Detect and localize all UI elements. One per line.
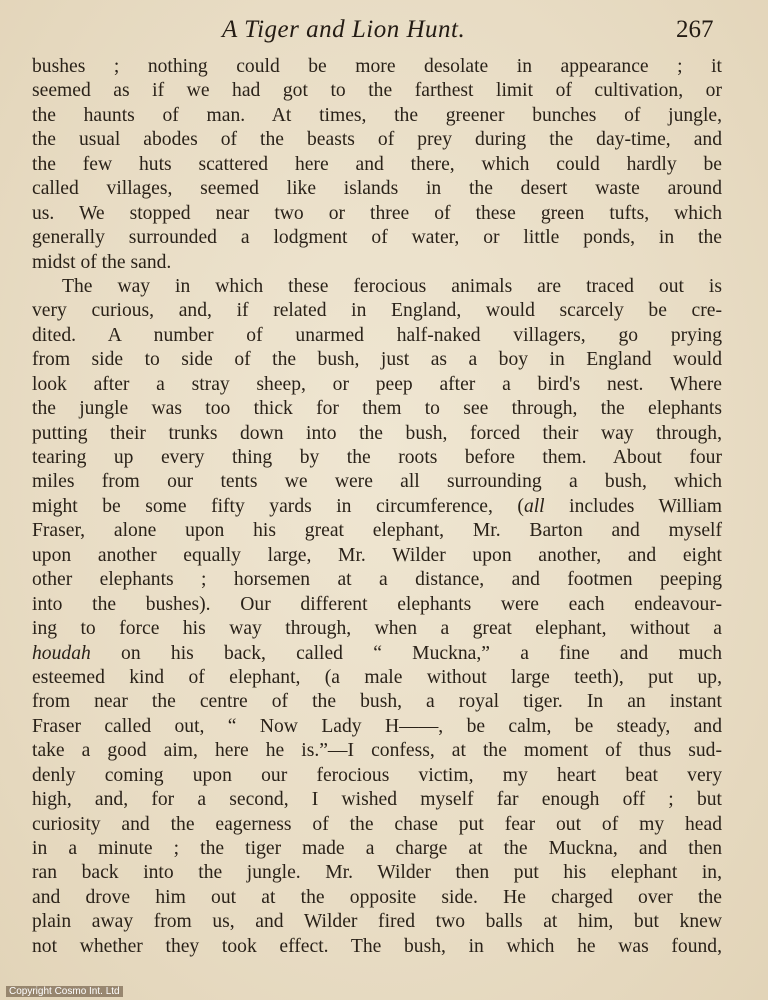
body-text (32, 55, 722, 959)
text-line: us. We stopped near two or three of these green tufts, which (32, 202, 722, 224)
text-line: generally surrounded a lodgment of water, or little ponds, in the (32, 227, 722, 249)
copyright-watermark: Copyright Cosmo Int. Ltd (6, 986, 123, 997)
page-header (0, 10, 768, 50)
text-line: very curious, and, if related in England, would scarcely be cre- (32, 300, 722, 322)
text-line: midst of the sand. (32, 251, 172, 273)
text-line: denly coming upon our ferocious victim, my heart beat very (32, 764, 722, 786)
text-line: miles from our tents we were all surrounding a bush, which (32, 471, 722, 493)
text-line: curiosity and the eagerness of the chase put fear out of my head (32, 813, 722, 835)
text-line: the haunts of man. At times, the greener bunches of jungle, (32, 104, 722, 126)
text-line: other elephants ; horsemen at a distance, and footmen peeping (32, 569, 722, 591)
text-line: in a minute ; the tiger made a charge at the Muckna, and then (32, 838, 722, 859)
text-line: The way in which these ferocious animals are traced out is (62, 275, 722, 297)
text-line: putting their trunks down into the bush, forced their way through, (32, 422, 722, 444)
text-line: the jungle was too thick for them to see through, the elephants (32, 398, 722, 420)
text-line: from side to side of the bush, just as a boy in England would (32, 349, 722, 371)
text-line: take a good aim, here he is.”—I confess, at the moment of thus sud- (32, 740, 722, 762)
text-line: into the bushes). Our different elephants were each endeavour- (32, 593, 722, 615)
text-line: from near the centre of the bush, a royal tiger. In an instant (32, 691, 722, 713)
text-line: plain away from us, and Wilder fired two balls at him, but knew (32, 911, 722, 933)
text-line: high, and, for a second, I wished myself far enough off ; but (32, 789, 722, 811)
text-line: Fraser called out, “ Now Lady H——, be calm, be steady, and (32, 715, 722, 737)
text-line: called villages, seemed like islands in the desert waste around (32, 178, 722, 200)
text-line: look after a stray sheep, or peep after a bird's nest. Where (32, 373, 722, 395)
text-line: the usual abodes of the beasts of prey during the day-time, and (32, 129, 722, 151)
text-line: ing to force his way through, when a great elephant, without a (32, 618, 722, 640)
text-line: tearing up every thing by the roots before them. About four (32, 447, 722, 468)
page-number: 267 (676, 16, 714, 43)
text-line: and drove him out at the opposite side. He charged over the (32, 886, 722, 908)
text-line: esteemed kind of elephant, (a male without large teeth), put up, (32, 666, 722, 688)
text-line: bushes ; nothing could be more desolate in appearance ; it (32, 56, 722, 77)
text-line: Fraser, alone upon his great elephant, Mr. Barton and myself (32, 520, 722, 542)
text-line: ran back into the jungle. Mr. Wilder then put his elephant in, (32, 862, 722, 884)
text-line: not whether they took effect. The bush, in which he was found, (32, 935, 722, 957)
text-line: might be some fifty yards in circumference, (all includes William (32, 495, 722, 517)
running-title: A Tiger and Lion Hunt. (222, 16, 466, 43)
text-line: the few huts scattered here and there, which could hardly be (32, 153, 722, 175)
text-line: houdah on his back, called “ Muckna,” a fine and much (32, 642, 722, 664)
text-line: seemed as if we had got to the farthest limit of cultivation, or (32, 80, 722, 102)
text-line: upon another equally large, Mr. Wilder upon another, and eight (32, 544, 722, 566)
text-line: dited. A number of unarmed half-naked villagers, go prying (32, 324, 722, 346)
